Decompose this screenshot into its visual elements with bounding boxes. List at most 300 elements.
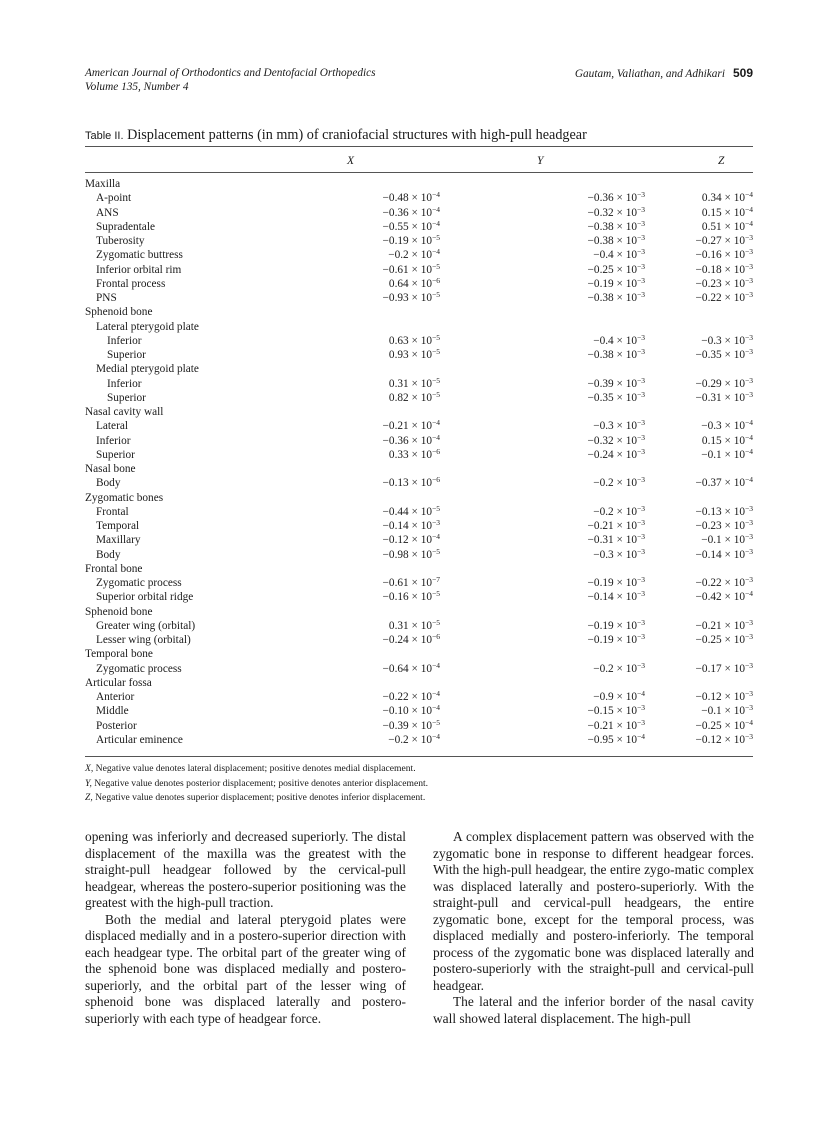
cell-mantissa: −0.23 × 10 bbox=[695, 277, 746, 290]
cell-exponent: −3 bbox=[637, 375, 645, 385]
cell-y bbox=[440, 362, 645, 376]
cell-y bbox=[440, 633, 645, 647]
cell-x bbox=[307, 405, 440, 419]
cell-exponent: −3 bbox=[637, 247, 645, 257]
row-label: Posterior bbox=[96, 719, 137, 732]
table-row bbox=[85, 248, 753, 262]
cell-mantissa: −0.13 × 10 bbox=[695, 505, 746, 518]
table-header-rule bbox=[85, 172, 753, 173]
cell-exponent: −5 bbox=[432, 261, 440, 271]
footnote-text: Negative value denotes lateral displacement; positive denotes medial displacement. bbox=[93, 763, 416, 774]
row-label: Body bbox=[96, 548, 121, 561]
table-caption bbox=[85, 127, 587, 144]
paragraph: A complex displacement pattern was observed with the zygomatic bone in response to different headgear forces. With the high-pull headgear, the entire zygo-matic complex was displaced laterally and postero-superiorly. With the straight-pull and cervical-pull headgears, the entire zygomatic bone, except for the temporal process, was displaced medially and postero-inferiorly. The temporal process of the zygomatic bone was displaced laterally and postero-superiorly with the straight-pull and cervical-pull headgear. bbox=[433, 829, 754, 993]
cell-exponent: −5 bbox=[432, 389, 440, 399]
cell-x bbox=[307, 719, 440, 733]
cell-mantissa: −0.38 × 10 bbox=[587, 220, 638, 233]
cell-exponent: −3 bbox=[637, 389, 645, 399]
cell-y bbox=[440, 462, 645, 476]
cell-exponent: −4 bbox=[745, 204, 753, 214]
row-label: A-point bbox=[96, 192, 132, 205]
cell-x bbox=[307, 562, 440, 576]
cell-z bbox=[645, 647, 753, 661]
cell-mantissa: 0.64 × 10 bbox=[388, 277, 433, 290]
running-head-right bbox=[575, 66, 753, 81]
cell-x bbox=[307, 519, 440, 533]
cell-exponent: −3 bbox=[745, 546, 753, 556]
cell-mantissa: −0.21 × 10 bbox=[695, 619, 746, 632]
cell-x bbox=[307, 633, 440, 647]
table-row bbox=[85, 476, 753, 490]
cell-y bbox=[440, 348, 645, 362]
cell-z bbox=[645, 733, 753, 747]
cell-mantissa: 0.51 × 10 bbox=[701, 220, 746, 233]
table-row bbox=[85, 448, 753, 462]
cell-exponent: −3 bbox=[637, 218, 645, 228]
cell-z bbox=[645, 206, 753, 220]
cell-mantissa: −0.1 × 10 bbox=[701, 534, 746, 547]
table-row bbox=[85, 690, 753, 704]
cell-mantissa: −0.18 × 10 bbox=[695, 263, 746, 276]
cell-mantissa: −0.38 × 10 bbox=[587, 235, 638, 247]
cell-z bbox=[645, 334, 753, 348]
cell-x bbox=[307, 476, 440, 490]
cell-y bbox=[440, 676, 645, 690]
cell-mantissa: −0.2 × 10 bbox=[593, 662, 638, 675]
cell-y bbox=[440, 647, 645, 661]
cell-exponent: −3 bbox=[745, 617, 753, 627]
cell-exponent: −5 bbox=[432, 617, 440, 627]
cell-mantissa: −0.23 × 10 bbox=[695, 520, 746, 532]
cell-x bbox=[307, 248, 440, 262]
cell-x bbox=[307, 491, 440, 505]
cell-exponent: −3 bbox=[637, 575, 645, 584]
cell-mantissa: −0.44 × 10 bbox=[382, 505, 433, 518]
cell-z bbox=[645, 377, 753, 391]
cell-exponent: −4 bbox=[432, 418, 440, 428]
cell-z bbox=[645, 305, 753, 319]
cell-z bbox=[645, 719, 753, 733]
cell-mantissa: −0.19 × 10 bbox=[382, 235, 433, 247]
cell-z bbox=[645, 177, 753, 191]
cell-y bbox=[440, 263, 645, 277]
row-label: Zygomatic bones bbox=[85, 491, 164, 504]
cell-exponent: −3 bbox=[745, 632, 753, 641]
paragraph: opening was inferiorly and decreased superiorly. The distal displacement of the maxilla was the greatest with the straight-pull headgear followed by the cervical-pull headgear, whereas the postero-superior positioning was the greatest with the high-pull traction. bbox=[85, 829, 406, 910]
cell-mantissa: −0.48 × 10 bbox=[382, 192, 433, 205]
cell-exponent: −4 bbox=[432, 432, 440, 442]
cell-exponent: −4 bbox=[432, 731, 440, 741]
cell-exponent: −4 bbox=[745, 218, 753, 228]
cell-mantissa: −0.36 × 10 bbox=[382, 434, 433, 447]
row-label: Inferior bbox=[107, 334, 142, 347]
cell-mantissa: −0.93 × 10 bbox=[382, 292, 433, 304]
cell-exponent: −3 bbox=[637, 717, 645, 727]
cell-exponent: −3 bbox=[637, 518, 645, 527]
row-label: Medial pterygoid plate bbox=[96, 363, 199, 376]
cell-x bbox=[307, 704, 440, 718]
column-header-y: Y bbox=[537, 155, 544, 167]
cell-exponent: −3 bbox=[637, 503, 645, 513]
cell-x bbox=[307, 334, 440, 348]
cell-exponent: −3 bbox=[432, 518, 440, 527]
cell-mantissa: −0.42 × 10 bbox=[695, 591, 746, 604]
cell-mantissa: −0.24 × 10 bbox=[587, 448, 638, 461]
row-label: Articular eminence bbox=[96, 733, 183, 746]
cell-mantissa: −0.35 × 10 bbox=[587, 391, 638, 404]
table-row bbox=[85, 377, 753, 391]
cell-exponent: −3 bbox=[637, 233, 645, 242]
cell-y bbox=[440, 719, 645, 733]
row-label: Nasal cavity wall bbox=[85, 406, 164, 418]
cell-mantissa: −0.3 × 10 bbox=[593, 420, 638, 433]
cell-exponent: −3 bbox=[745, 518, 753, 527]
cell-mantissa: −0.9 × 10 bbox=[593, 691, 638, 703]
cell-y bbox=[440, 533, 645, 547]
cell-x bbox=[307, 277, 440, 291]
cell-x bbox=[307, 505, 440, 519]
cell-exponent: −4 bbox=[745, 418, 753, 428]
cell-exponent: −3 bbox=[637, 275, 645, 285]
cell-z bbox=[645, 320, 753, 334]
cell-x bbox=[307, 305, 440, 319]
cell-mantissa: −0.22 × 10 bbox=[382, 691, 433, 703]
cell-mantissa: 0.33 × 10 bbox=[388, 448, 433, 461]
table-body bbox=[85, 177, 753, 747]
cell-mantissa: −0.38 × 10 bbox=[587, 349, 638, 361]
cell-z bbox=[645, 248, 753, 262]
cell-y bbox=[440, 491, 645, 505]
footnote-axis: Z, bbox=[85, 792, 93, 803]
cell-exponent: −3 bbox=[637, 617, 645, 627]
cell-exponent: −5 bbox=[432, 589, 440, 599]
table-group-row bbox=[85, 320, 753, 334]
cell-mantissa: −0.15 × 10 bbox=[587, 705, 638, 718]
cell-y bbox=[440, 576, 645, 590]
row-label: Supradentale bbox=[96, 220, 155, 233]
cell-mantissa: −0.2 × 10 bbox=[593, 477, 638, 490]
cell-y bbox=[440, 391, 645, 405]
cell-z bbox=[645, 662, 753, 676]
row-label: Maxilla bbox=[85, 178, 121, 190]
cell-z bbox=[645, 590, 753, 604]
row-label: Middle bbox=[96, 705, 129, 718]
cell-x bbox=[307, 662, 440, 676]
cell-mantissa: −0.39 × 10 bbox=[587, 377, 638, 390]
cell-z bbox=[645, 505, 753, 519]
cell-exponent: −3 bbox=[745, 261, 753, 271]
table-bottom-rule bbox=[85, 756, 753, 757]
cell-mantissa: −0.32 × 10 bbox=[587, 434, 638, 447]
cell-mantissa: −0.21 × 10 bbox=[382, 420, 433, 433]
cell-exponent: −3 bbox=[745, 660, 753, 670]
cell-mantissa: −0.25 × 10 bbox=[587, 263, 638, 276]
cell-exponent: −3 bbox=[637, 290, 645, 299]
row-label: Articular fossa bbox=[85, 676, 152, 689]
row-label: Superior bbox=[96, 448, 135, 461]
cell-mantissa: −0.4 × 10 bbox=[593, 249, 638, 262]
cell-y bbox=[440, 177, 645, 191]
cell-mantissa: −0.55 × 10 bbox=[382, 220, 433, 233]
body-column-right bbox=[433, 829, 754, 1027]
cell-mantissa: −0.27 × 10 bbox=[695, 235, 746, 247]
cell-z bbox=[645, 277, 753, 291]
cell-x bbox=[307, 320, 440, 334]
footnote-z bbox=[85, 791, 428, 806]
cell-y bbox=[440, 733, 645, 747]
footnote-axis: X, bbox=[85, 763, 94, 774]
cell-mantissa: −0.12 × 10 bbox=[382, 534, 433, 547]
cell-y bbox=[440, 505, 645, 519]
cell-mantissa: −0.38 × 10 bbox=[587, 292, 638, 304]
cell-mantissa: −0.36 × 10 bbox=[382, 206, 433, 219]
cell-x bbox=[307, 548, 440, 562]
cell-y bbox=[440, 320, 645, 334]
cell-z bbox=[645, 690, 753, 704]
cell-x bbox=[307, 263, 440, 277]
cell-mantissa: −0.64 × 10 bbox=[382, 662, 433, 675]
row-label: Inferior bbox=[107, 377, 142, 390]
cell-exponent: −3 bbox=[745, 389, 753, 399]
cell-exponent: −3 bbox=[745, 233, 753, 242]
cell-exponent: −3 bbox=[637, 660, 645, 670]
table-group-row bbox=[85, 491, 753, 505]
row-label: Superior bbox=[107, 349, 146, 361]
cell-z bbox=[645, 263, 753, 277]
cell-z bbox=[645, 391, 753, 405]
cell-exponent: −5 bbox=[432, 717, 440, 727]
journal-volume: Volume 135, Number 4 bbox=[85, 81, 189, 93]
cell-z bbox=[645, 619, 753, 633]
cell-z bbox=[645, 633, 753, 647]
row-label: Lateral bbox=[96, 420, 128, 433]
table-row bbox=[85, 719, 753, 733]
row-label: Maxillary bbox=[96, 534, 141, 547]
cell-mantissa: 0.15 × 10 bbox=[701, 434, 746, 447]
cell-mantissa: −0.98 × 10 bbox=[382, 548, 433, 561]
cell-x bbox=[307, 234, 440, 248]
cell-z bbox=[645, 548, 753, 562]
cell-y bbox=[440, 305, 645, 319]
row-label: Lateral pterygoid plate bbox=[96, 320, 199, 333]
cell-exponent: −6 bbox=[432, 446, 440, 456]
cell-mantissa: −0.4 × 10 bbox=[593, 334, 638, 347]
cell-y bbox=[440, 377, 645, 391]
body-column-left bbox=[85, 829, 406, 1027]
row-label: Inferior bbox=[96, 434, 131, 447]
table-group-row bbox=[85, 462, 753, 476]
cell-exponent: −6 bbox=[432, 475, 440, 485]
cell-x bbox=[307, 576, 440, 590]
cell-mantissa: −0.3 × 10 bbox=[701, 334, 746, 347]
cell-exponent: −4 bbox=[637, 731, 645, 741]
footnote-y bbox=[85, 777, 428, 792]
cell-exponent: −3 bbox=[637, 261, 645, 271]
cell-exponent: −4 bbox=[432, 689, 440, 698]
cell-mantissa: −0.39 × 10 bbox=[382, 719, 433, 732]
cell-exponent: −4 bbox=[745, 717, 753, 727]
cell-x bbox=[307, 419, 440, 433]
cell-x bbox=[307, 590, 440, 604]
table-group-row bbox=[85, 177, 753, 191]
row-label: Superior orbital ridge bbox=[96, 591, 194, 604]
cell-y bbox=[440, 548, 645, 562]
cell-mantissa: −0.14 × 10 bbox=[382, 520, 433, 532]
cell-mantissa: −0.22 × 10 bbox=[695, 577, 746, 589]
cell-mantissa: −0.22 × 10 bbox=[695, 292, 746, 304]
cell-exponent: −3 bbox=[745, 689, 753, 698]
cell-exponent: −4 bbox=[745, 190, 753, 200]
cell-exponent: −4 bbox=[745, 475, 753, 485]
cell-exponent: −3 bbox=[745, 532, 753, 542]
cell-mantissa: −0.16 × 10 bbox=[382, 591, 433, 604]
cell-x bbox=[307, 448, 440, 462]
table-group-row bbox=[85, 605, 753, 619]
table-row bbox=[85, 576, 753, 590]
cell-x bbox=[307, 733, 440, 747]
cell-y bbox=[440, 690, 645, 704]
cell-mantissa: −0.31 × 10 bbox=[587, 534, 638, 547]
table-footnotes bbox=[85, 762, 428, 806]
cell-mantissa: −0.12 × 10 bbox=[695, 691, 746, 703]
row-label: Frontal bone bbox=[85, 562, 143, 575]
cell-exponent: −3 bbox=[745, 275, 753, 285]
cell-mantissa: −0.32 × 10 bbox=[587, 206, 638, 219]
cell-exponent: −5 bbox=[432, 347, 440, 356]
cell-z bbox=[645, 405, 753, 419]
table-row bbox=[85, 348, 753, 362]
cell-mantissa: −0.10 × 10 bbox=[382, 705, 433, 718]
table-row bbox=[85, 590, 753, 604]
row-label: PNS bbox=[96, 292, 117, 304]
cell-z bbox=[645, 676, 753, 690]
row-label: Frontal bbox=[96, 505, 129, 518]
cell-z bbox=[645, 519, 753, 533]
table-row bbox=[85, 519, 753, 533]
cell-exponent: −3 bbox=[745, 332, 753, 342]
cell-exponent: −3 bbox=[745, 703, 753, 713]
cell-z bbox=[645, 576, 753, 590]
row-label: Anterior bbox=[96, 691, 135, 703]
paragraph: The lateral and the inferior border of the nasal cavity wall showed lateral displacement. The high-pull bbox=[433, 994, 754, 1026]
table-row bbox=[85, 391, 753, 405]
cell-z bbox=[645, 291, 753, 305]
cell-x bbox=[307, 362, 440, 376]
cell-exponent: −3 bbox=[637, 446, 645, 456]
cell-z bbox=[645, 533, 753, 547]
table-group-row bbox=[85, 562, 753, 576]
row-label: Greater wing (orbital) bbox=[96, 619, 196, 632]
table-row bbox=[85, 733, 753, 747]
cell-mantissa: 0.31 × 10 bbox=[388, 619, 433, 632]
cell-exponent: −4 bbox=[432, 190, 440, 200]
paragraph: Both the medial and lateral pterygoid plates were displaced medially and in a postero-superior direction with each headgear type. The orbital part of the greater wing of the sphenoid bone was displaced medially and postero-superiorly, and the orbital part of the lesser wing of sphenoid bone was displaced laterally and postero-superiorly with each type of headgear force. bbox=[85, 911, 406, 1026]
cell-exponent: −3 bbox=[637, 546, 645, 556]
table-group-row bbox=[85, 647, 753, 661]
table-row bbox=[85, 334, 753, 348]
cell-y bbox=[440, 590, 645, 604]
cell-exponent: −3 bbox=[637, 204, 645, 214]
cell-exponent: −6 bbox=[432, 275, 440, 285]
cell-mantissa: 0.15 × 10 bbox=[701, 206, 746, 219]
cell-mantissa: −0.2 × 10 bbox=[388, 733, 433, 746]
column-header-z: Z bbox=[718, 155, 725, 167]
cell-exponent: −6 bbox=[432, 632, 440, 641]
table-label: Table II. bbox=[85, 130, 124, 142]
cell-y bbox=[440, 448, 645, 462]
cell-x bbox=[307, 434, 440, 448]
row-label: Sphenoid bone bbox=[85, 306, 153, 319]
cell-x bbox=[307, 391, 440, 405]
cell-exponent: −7 bbox=[432, 575, 440, 584]
cell-mantissa: −0.36 × 10 bbox=[587, 192, 638, 205]
cell-mantissa: −0.17 × 10 bbox=[695, 662, 746, 675]
cell-mantissa: −0.19 × 10 bbox=[587, 619, 638, 632]
cell-y bbox=[440, 419, 645, 433]
table-row bbox=[85, 662, 753, 676]
cell-mantissa: −0.19 × 10 bbox=[587, 577, 638, 589]
cell-mantissa: −0.3 × 10 bbox=[593, 548, 638, 561]
cell-mantissa: −0.2 × 10 bbox=[593, 505, 638, 518]
cell-exponent: −4 bbox=[432, 660, 440, 670]
cell-exponent: −3 bbox=[637, 432, 645, 442]
cell-x bbox=[307, 676, 440, 690]
cell-exponent: −3 bbox=[637, 190, 645, 200]
cell-exponent: −3 bbox=[745, 247, 753, 257]
table-row bbox=[85, 191, 753, 205]
cell-z bbox=[645, 234, 753, 248]
table-row bbox=[85, 704, 753, 718]
displacement-table bbox=[85, 177, 753, 747]
table-group-row bbox=[85, 676, 753, 690]
cell-x bbox=[307, 291, 440, 305]
cell-exponent: −3 bbox=[637, 589, 645, 599]
cell-y bbox=[440, 191, 645, 205]
cell-mantissa: −0.25 × 10 bbox=[695, 719, 746, 732]
cell-exponent: −3 bbox=[637, 632, 645, 641]
cell-z bbox=[645, 476, 753, 490]
running-head-left bbox=[85, 66, 376, 94]
cell-z bbox=[645, 704, 753, 718]
cell-mantissa: 0.82 × 10 bbox=[388, 391, 433, 404]
table-row bbox=[85, 291, 753, 305]
cell-z bbox=[645, 419, 753, 433]
cell-mantissa: −0.31 × 10 bbox=[695, 391, 746, 404]
cell-z bbox=[645, 448, 753, 462]
cell-x bbox=[307, 647, 440, 661]
cell-y bbox=[440, 248, 645, 262]
cell-mantissa: −0.61 × 10 bbox=[382, 577, 433, 589]
row-label: Nasal bone bbox=[85, 463, 136, 475]
cell-mantissa: −0.37 × 10 bbox=[695, 477, 746, 490]
row-label: Zygomatic process bbox=[96, 662, 182, 675]
cell-mantissa: −0.3 × 10 bbox=[701, 420, 746, 433]
table-top-rule bbox=[85, 146, 753, 147]
table-group-row bbox=[85, 405, 753, 419]
cell-mantissa: −0.1 × 10 bbox=[701, 448, 746, 461]
cell-mantissa: −0.16 × 10 bbox=[695, 249, 746, 262]
cell-x bbox=[307, 690, 440, 704]
cell-mantissa: 0.34 × 10 bbox=[701, 192, 746, 205]
cell-z bbox=[645, 348, 753, 362]
cell-z bbox=[645, 462, 753, 476]
cell-z bbox=[645, 605, 753, 619]
cell-z bbox=[645, 434, 753, 448]
cell-mantissa: −0.1 × 10 bbox=[701, 705, 746, 718]
cell-mantissa: 0.93 × 10 bbox=[388, 349, 433, 361]
footnote-x bbox=[85, 762, 428, 777]
cell-mantissa: −0.25 × 10 bbox=[695, 634, 746, 646]
